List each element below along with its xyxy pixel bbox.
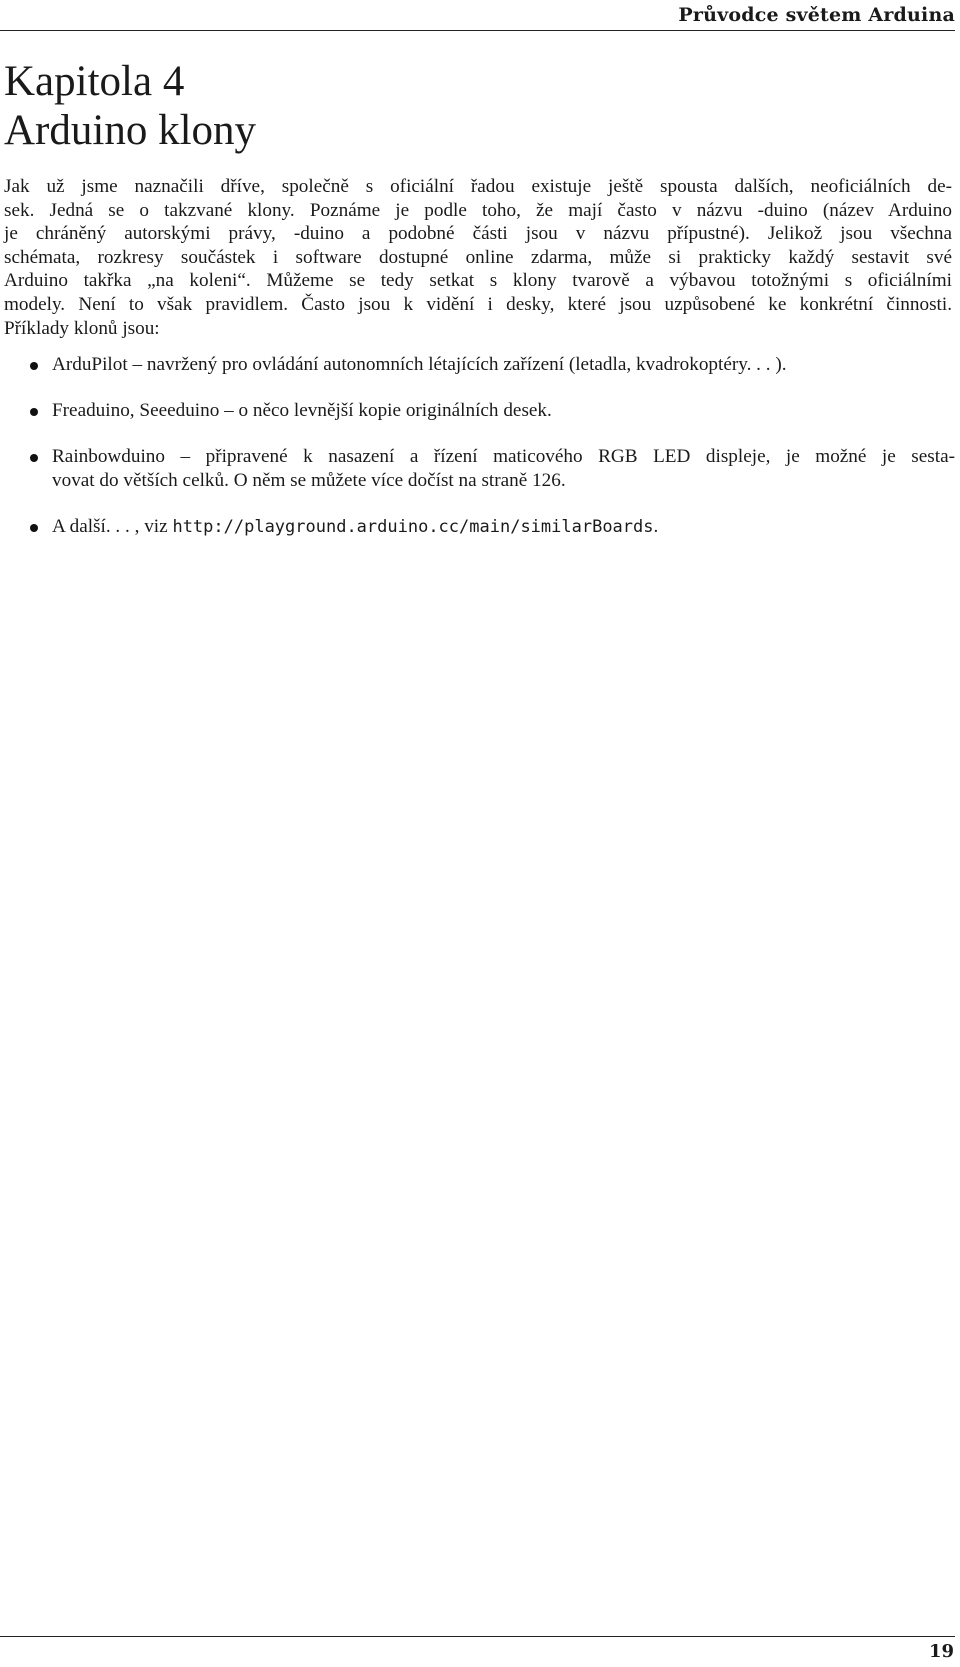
similar-boards-link[interactable]: http://playground.arduino.cc/main/similarBoards — [172, 517, 654, 537]
bullet-icon — [30, 454, 38, 462]
list-item — [0, 399, 955, 423]
intro-line: je chráněný autorskými právy, -duino a podobné části jsou v názvu přípustné). Jelikož jsou všechna — [4, 223, 952, 245]
chapter-label: Kapitola 4 — [4, 58, 185, 105]
intro-line: modely. Není to však pravidlem. Často jsou k vidění i desky, které jsou uzpůsobené ke konkrétní činnosti. — [4, 293, 952, 315]
list-item — [0, 353, 955, 377]
list-item-text: vovat do větších celků. O něm se můžete více dočíst na straně 126. — [52, 470, 566, 491]
list-item-suffix: . — [653, 516, 659, 537]
intro-line: sek. Jedná se o takzvané klony. Poznáme je podle toho, že mají často v názvu -duino (název Arduino — [4, 199, 952, 221]
clone-examples-list — [0, 353, 955, 539]
running-header — [0, 0, 955, 31]
list-item-text: Freaduino, Seeeduino – o něco levnější kopie originálních desek. — [52, 400, 552, 421]
bullet-icon — [30, 408, 38, 416]
bullet-icon — [30, 524, 38, 532]
list-item-text — [52, 515, 955, 539]
intro-line: Příklady klonů jsou: — [4, 317, 160, 339]
list-item-prefix: A další. . . , viz — [52, 516, 173, 537]
footer-rule — [0, 1636, 955, 1637]
chapter-title: Arduino klony — [4, 107, 257, 154]
list-item-text: ArduPilot – navržený pro ovládání autonomních létajících zařízení (letadla, kvadrokoptéry. . . ). — [52, 354, 787, 375]
list-item-text: Rainbowduino – připravené k nasazení a řízení maticového RGB LED displeje, je možné je sesta- — [52, 446, 955, 467]
intro-paragraph — [4, 175, 952, 340]
bullet-icon — [30, 362, 38, 370]
page-number: 19 — [928, 1641, 954, 1662]
intro-line: schémata, rozkresy součástek i software dostupné online zdarma, může si prakticky každý sestavit své — [4, 246, 952, 268]
list-item — [0, 445, 955, 493]
list-item — [0, 515, 955, 539]
intro-line: Jak už jsme naznačili dříve, společně s oficiální řadou existuje ještě spousta dalších, neoficiálních de- — [4, 176, 952, 197]
running-header-title: Průvodce světem Arduina — [678, 4, 955, 26]
intro-line: Arduino takřka „na koleni“. Můžeme se tedy setkat s klony tvarově a výbavou totožnými s oficiálními — [4, 270, 952, 292]
chapter-heading — [4, 57, 256, 155]
